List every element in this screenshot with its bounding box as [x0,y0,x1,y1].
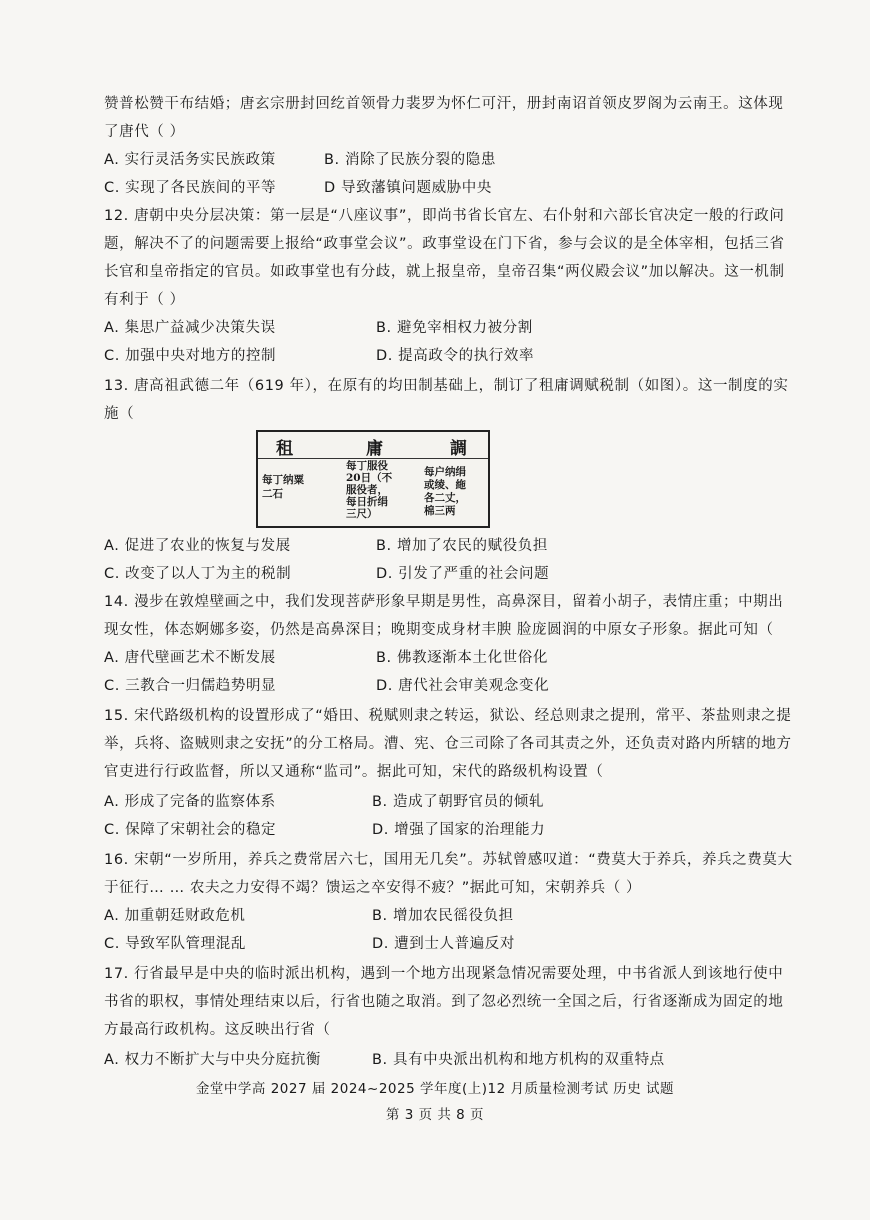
q16-option-d: D. 遭到士人普遍反对 [372,936,515,952]
figure-col2-line-5: 三尺） [346,508,378,520]
q11-text-line-1: 赞普松赞干布结婚；唐玄宗册封回纥首领骨力裴罗为怀仁可汗，册封南诏首领皮罗阁为云南王。这体现 [104,96,784,112]
q12-text-line-1: 12. 唐朝中央分层决策：第一层是“八座议事”，即尚书省长官左、右仆射和六部长官决定一般的行政问 [104,208,785,224]
figure-col2-line-1: 每丁服役 [346,460,388,472]
q15-text-line-2: 举，兵将、盗贼则隶之安抚”的分工格局。漕、宪、仓三司除了各司其责之外，还负责对路内所辖的地方 [104,736,792,752]
q13-option-c: C. 改变了以人丁为主的税制 [104,566,292,582]
q17-text-line-1: 17. 行省最早是中央的临时派出机构，遇到一个地方出现紧急情况需要处理，中书省派人到该地行使中 [104,966,784,982]
q14-text-line-1: 14. 漫步在敦煌壁画之中，我们发现菩萨形象早期是男性，高鼻深目，留着小胡子，表情庄重；中期出 [104,594,784,610]
q11-option-b: B. 消除了民族分裂的隐患 [324,152,496,168]
q15-text-line-1: 15. 宋代路级机构的设置形成了“婚田、税赋则隶之转运，狱讼、经总则隶之提刑，常平、茶盐则隶之提 [104,708,792,724]
figure-col1-line-2: 二石 [262,488,283,500]
q12-option-d: D. 提高政令的执行效率 [376,348,535,364]
q16-option-a: A. 加重朝廷财政危机 [104,908,246,924]
q11-option-a: A. 实行灵活务实民族政策 [104,152,276,168]
q12-option-b: B. 避免宰相权力被分割 [376,320,533,336]
q14-option-a: A. 唐代壁画艺术不断发展 [104,650,276,666]
figure-col1-line-1: 每丁纳粟 [262,474,304,486]
figure-header-zu: 租 [276,439,293,459]
q14-option-d: D. 唐代社会审美观念变化 [376,678,550,694]
q11-option-c: C. 实现了各民族间的平等 [104,180,277,196]
q16-text-line-2: 于征行… … 农夫之力安得不竭？馈运之卒安得不疲？”据此可知，宋朝养兵（ ） [104,880,642,896]
figure-col3-line-2: 或绫、絁 [424,479,466,491]
q12-text-line-2: 题，解决不了的问题需要上报给“政事堂会议”。政事堂设在门下省，参与会议的是全体宰相，包括三省 [104,236,785,252]
q11-option-d: D 导致藩镇问题威胁中央 [324,180,492,196]
figure-col3-line-4: 棉三两 [424,505,456,517]
q13-option-b: B. 增加了农民的赋役负担 [376,538,548,554]
q15-option-a: A. 形成了完备的监察体系 [104,794,276,810]
q16-text-line-1: 16. 宋朝“一岁所用，养兵之费常居六七，国用无几矣”。苏轼曾感叹道：“费莫大于养兵，养兵之费莫大 [104,852,793,868]
figure-divider [258,458,488,459]
q15-text-line-3: 官吏进行行政监督，所以又通称“监司”。据此可知，宋代的路级机构设置（ [104,764,604,780]
q17-text-line-3: 方最高行政机构。这反映出行省（ [104,1022,331,1038]
figure-header-diao: 調 [450,439,467,459]
q15-option-d: D. 增强了国家的治理能力 [372,822,546,838]
q13-option-a: A. 促进了农业的恢复与发展 [104,538,291,554]
q13-text-line-2: 施（ [104,406,135,422]
q17-option-a: A. 权力不断扩大与中央分庭抗衡 [104,1052,321,1068]
q12-option-a: A. 集思广益减少决策失误 [104,320,276,336]
q16-option-b: B. 增加农民徭役负担 [372,908,514,924]
q12-text-line-3: 长官和皇帝指定的官员。如政事堂也有分歧，就上报皇帝，皇帝召集“两仪殿会议”加以解决。这一机制 [104,264,785,280]
figure-col2-line-2: 20日（不 [346,472,393,484]
q14-text-line-2: 现女性，体态婀娜多姿，仍然是高鼻深目；晚期变成身材丰腴 脸庞圆润的中原女子形象。据此可知（ [104,622,774,638]
q12-option-c: C. 加强中央对地方的控制 [104,348,277,364]
exam-footer-title: 金堂中学高 2027 届 2024~2025 学年度(上)12 月质量检测考试 历史 试题 [195,1081,675,1097]
q16-option-c: C. 导致军队管理混乱 [104,936,246,952]
q17-text-line-2: 书省的职权，事情处理结束以后，行省也随之取消。到了忽必烈统一全国之后，行省逐渐成为固定的地 [104,994,784,1010]
q13-option-d: D. 引发了严重的社会问题 [376,566,550,582]
figure-col2-line-4: 每日折绢 [346,496,388,508]
figure-col3-line-1: 每户纳绢 [424,466,466,478]
q13-text-line-1: 13. 唐高祖武德二年（619 年），在原有的均田制基础上，制订了租庸调赋税制（如图）。这一制度的实 [104,378,789,394]
q14-option-c: C. 三教合一归儒趋势明显 [104,678,277,694]
q11-text-line-2: 了唐代（ ） [104,124,185,140]
figure-col2-line-3: 服役者， [346,484,388,496]
q15-option-b: B. 造成了朝野官员的倾轧 [372,794,544,810]
q12-text-line-4: 有利于（ ） [104,292,185,308]
q14-option-b: B. 佛教逐渐本土化世俗化 [376,650,548,666]
q17-option-b: B. 具有中央派出机构和地方机构的双重特点 [372,1052,665,1068]
tax-system-figure [256,430,490,528]
page-number: 第 3 页 共 8 页 [385,1107,485,1123]
figure-col3-line-3: 各二丈， [424,492,466,504]
q15-option-c: C. 保障了宋朝社会的稳定 [104,822,277,838]
figure-header-yong: 庸 [366,439,383,459]
